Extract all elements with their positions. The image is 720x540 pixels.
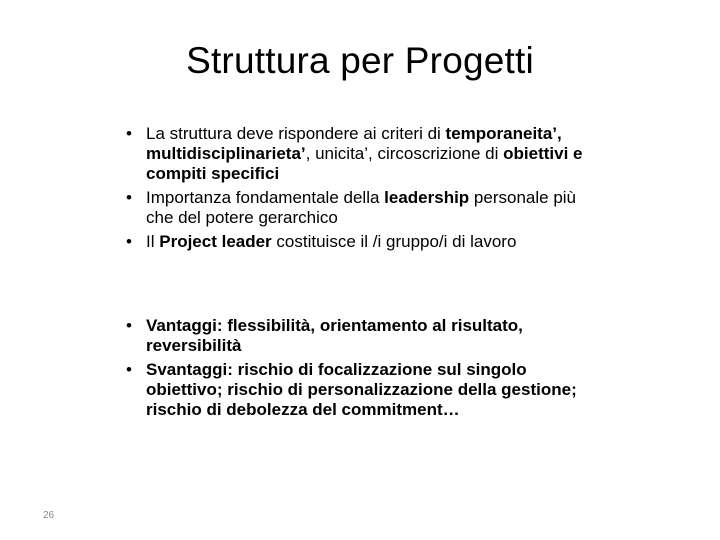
- page-number: 26: [43, 510, 55, 521]
- bullet-text: personale più che del potere gerarchico: [146, 188, 577, 227]
- bullet-list-principles: [120, 124, 600, 256]
- bullet-icon: •: [126, 188, 132, 207]
- bullet-text-bold: temporaneita’, multidisciplinarieta’: [146, 124, 562, 163]
- bullet-item: [120, 360, 600, 420]
- bullet-text-bold: obiettivi e compiti specifici: [146, 144, 583, 183]
- bullet-list-pros-cons: [120, 316, 600, 424]
- bullet-icon: •: [126, 360, 132, 379]
- bullet-text-bold: Project leader: [159, 232, 272, 251]
- bullet-text: La struttura deve rispondere ai criteri di: [146, 124, 446, 143]
- bullet-text: Il: [146, 232, 160, 251]
- bullet-item: [120, 316, 600, 356]
- bullet-icon: •: [126, 316, 132, 335]
- slide-title: Struttura per Progetti: [186, 40, 534, 81]
- bullet-text: costituisce il /i gruppo/i di lavoro: [271, 232, 517, 251]
- bullet-text: Importanza fondamentale della: [146, 188, 385, 207]
- bullet-text: , unicita’, circoscrizione di: [305, 144, 504, 163]
- bullet-item: [120, 188, 600, 228]
- bullet-item: [120, 124, 600, 184]
- bullet-text-bold: leadership: [384, 188, 470, 207]
- bullet-icon: •: [126, 124, 132, 143]
- bullet-item: [120, 232, 600, 252]
- bullet-text-bold: Svantaggi: rischio di focalizzazione sul singolo obiettivo; rischio di personalizzazione della gestione; rischio di debolezza del commitment…: [146, 360, 577, 419]
- bullet-icon: •: [126, 232, 132, 251]
- bullet-text-bold: Vantaggi: flessibilità, orientamento al risultato, reversibilità: [146, 316, 523, 355]
